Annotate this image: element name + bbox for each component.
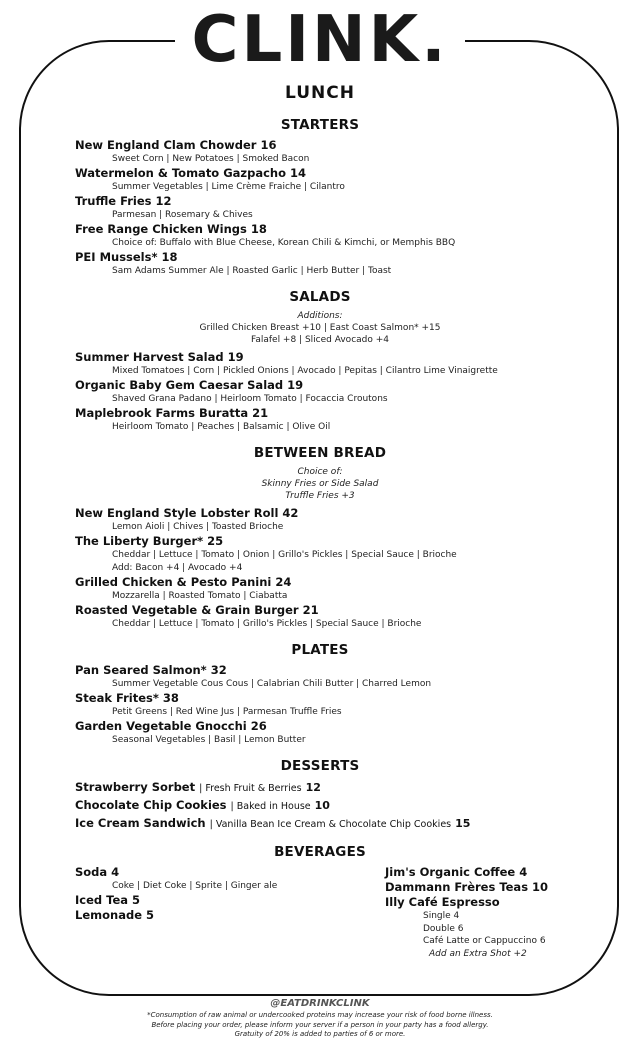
menu-item: [75, 797, 565, 815]
item-description: Cheddar | Lettuce | Tomato | Grillo's Pickles | Special Sauce | Brioche: [112, 619, 422, 629]
item-description: Vanilla Bean Ice Cream & Chocolate Chip Cookies: [215, 819, 452, 830]
item-price: 10: [314, 799, 330, 812]
item-name: Free Range Chicken Wings 18: [75, 222, 267, 236]
section-plates: [75, 642, 565, 747]
beverages-left-column: [75, 865, 365, 960]
item-name: Strawberry Sorbet: [75, 780, 196, 794]
section-title-beverages: BEVERAGES: [274, 844, 366, 860]
brand-wordmark: CLINK.: [175, 3, 464, 77]
additions-line-1: Grilled Chicken Breast +10 | East Coast Salmon* +15: [199, 323, 441, 333]
menu-item: [75, 534, 565, 575]
item-name: Organic Baby Gem Caesar Salad 19: [75, 378, 304, 392]
item-name: Grilled Chicken & Pesto Panini 24: [75, 575, 292, 589]
menu-item: [75, 378, 565, 406]
item-description: Summer Vegetable Cous Cous | Calabrian Chili Butter | Charred Lemon: [112, 679, 432, 689]
disclaimer-line-3: Gratuity of 20% is added to parties of 6 or more.: [234, 1030, 406, 1038]
choice-line-3: Truffle Fries +3: [285, 491, 355, 501]
menu-item: [75, 350, 565, 378]
menu-item: [75, 406, 565, 434]
item-name: Lemonade 5: [75, 908, 154, 922]
item-description: Coke | Diet Coke | Sprite | Ginger ale: [112, 881, 278, 891]
menu-item: [75, 663, 565, 691]
section-starters: [75, 117, 565, 278]
item-separator: |: [230, 801, 237, 812]
disclaimer-line-1: *Consumption of raw animal or undercooked proteins may increase your risk of food borne illness.: [147, 1011, 493, 1019]
menu-item: [75, 222, 565, 250]
menu-item: [75, 575, 565, 603]
item-description: Sam Adams Summer Ale | Roasted Garlic | Herb Butter | Toast: [112, 266, 392, 276]
item-description: Mixed Tomatoes | Corn | Pickled Onions | Avocado | Pepitas | Cilantro Lime Vinaigrette: [112, 366, 498, 376]
choice-line-1: Choice of:: [297, 467, 343, 477]
item-description: Sweet Corn | New Potatoes | Smoked Bacon: [112, 154, 310, 164]
item-description: Choice of: Buffalo with Blue Cheese, Korean Chili & Kimchi, or Memphis BBQ: [112, 238, 456, 248]
menu-item: [75, 691, 565, 719]
footer: [0, 998, 640, 1040]
section-title-plates: PLATES: [291, 642, 349, 658]
espresso-option: Single 4: [423, 911, 460, 921]
item-name: Summer Harvest Salad 19: [75, 350, 244, 364]
section-salads: [75, 289, 565, 434]
item-price: 15: [455, 817, 471, 830]
item-separator: |: [209, 819, 216, 830]
espresso-options: [385, 910, 585, 960]
item-description: Heirloom Tomato | Peaches | Balsamic | Olive Oil: [112, 422, 331, 432]
menu-item: [75, 719, 565, 747]
menu-item: [75, 779, 565, 797]
menu-item: [75, 603, 565, 631]
item-name: Pan Seared Salmon* 32: [75, 663, 227, 677]
menu-item: [75, 815, 565, 833]
additions-line-2: Falafel +8 | Sliced Avocado +4: [250, 335, 389, 345]
item-description: Lemon Aioli | Chives | Toasted Brioche: [112, 522, 284, 532]
section-desserts: [75, 758, 565, 833]
item-description: Mozzarella | Roasted Tomato | Ciabatta: [112, 591, 288, 601]
section-title-starters: STARTERS: [280, 117, 360, 133]
item-name: Garden Vegetable Gnocchi 26: [75, 719, 267, 733]
menu-item: [75, 138, 565, 166]
social-handle: @EATDRINKCLINK: [270, 998, 370, 1009]
menu-item: [75, 250, 565, 278]
item-name: PEI Mussels* 18: [75, 250, 178, 264]
espresso-option: Café Latte or Cappuccino 6: [423, 936, 546, 946]
item-description: Parmesan | Rosemary & Chives: [112, 210, 253, 220]
salad-additions: [75, 310, 565, 346]
menu-item: [75, 194, 565, 222]
item-separator: |: [199, 783, 206, 794]
item-name: Illy Café Espresso: [385, 895, 500, 909]
beverages-columns: [75, 865, 565, 960]
item-name: New England Clam Chowder 16: [75, 138, 277, 152]
item-name: New England Style Lobster Roll 42: [75, 506, 299, 520]
item-name: Roasted Vegetable & Grain Burger 21: [75, 603, 319, 617]
section-title-desserts: DESSERTS: [280, 758, 360, 774]
menu-item: [75, 506, 565, 534]
item-name: Ice Cream Sandwich: [75, 816, 206, 830]
item-description: Fresh Fruit & Berries: [205, 783, 302, 794]
choice-line-2: Skinny Fries or Side Salad: [261, 479, 379, 489]
item-name: Jim's Organic Coffee 4: [385, 865, 528, 879]
beverages-right-column: [385, 865, 585, 960]
menu-item: [75, 166, 565, 194]
item-price: 12: [305, 781, 321, 794]
section-title-salads: SALADS: [289, 289, 351, 305]
item-name: Soda 4: [75, 865, 120, 879]
section-between-bread: [75, 445, 565, 631]
section-beverages: [75, 844, 565, 960]
item-description: Summer Vegetables | Lime Crème Fraiche | Cilantro: [112, 182, 345, 192]
disclaimer-line-2: Before placing your order, please inform your server if a person in your party has a food allergy.: [151, 1020, 489, 1029]
item-name: The Liberty Burger* 25: [75, 534, 224, 548]
item-name: Truffle Fries 12: [75, 194, 172, 208]
item-name: Dammann Frères Teas 10: [385, 880, 549, 894]
item-name: Iced Tea 5: [75, 893, 141, 907]
item-name: Chocolate Chip Cookies: [75, 798, 227, 812]
item-description: Shaved Grana Padano | Heirloom Tomato | Focaccia Croutons: [112, 394, 388, 404]
item-description: Cheddar | Lettuce | Tomato | Onion | Grillo's Pickles | Special Sauce | Brioche: [112, 550, 457, 560]
item-name: Maplebrook Farms Buratta 21: [75, 406, 269, 420]
bread-choice-note: [75, 466, 565, 502]
brand-logo: [0, 2, 640, 78]
section-title-between-bread: BETWEEN BREAD: [253, 445, 387, 461]
item-description: Seasonal Vegetables | Basil | Lemon Butter: [112, 735, 306, 745]
extra-shot-note: Add an Extra Shot +2: [429, 948, 527, 959]
menu-content: [75, 117, 565, 971]
item-name: Steak Frites* 38: [75, 691, 179, 705]
item-description: Petit Greens | Red Wine Jus | Parmesan Truffle Fries: [112, 707, 342, 717]
item-addon: Add: Bacon +4 | Avocado +4: [112, 563, 243, 573]
espresso-option: Double 6: [423, 923, 464, 934]
item-name: Watermelon & Tomato Gazpacho 14: [75, 166, 307, 180]
meal-title: LUNCH: [285, 83, 355, 103]
additions-label: Additions:: [297, 311, 343, 321]
item-description: Baked in House: [236, 801, 311, 812]
